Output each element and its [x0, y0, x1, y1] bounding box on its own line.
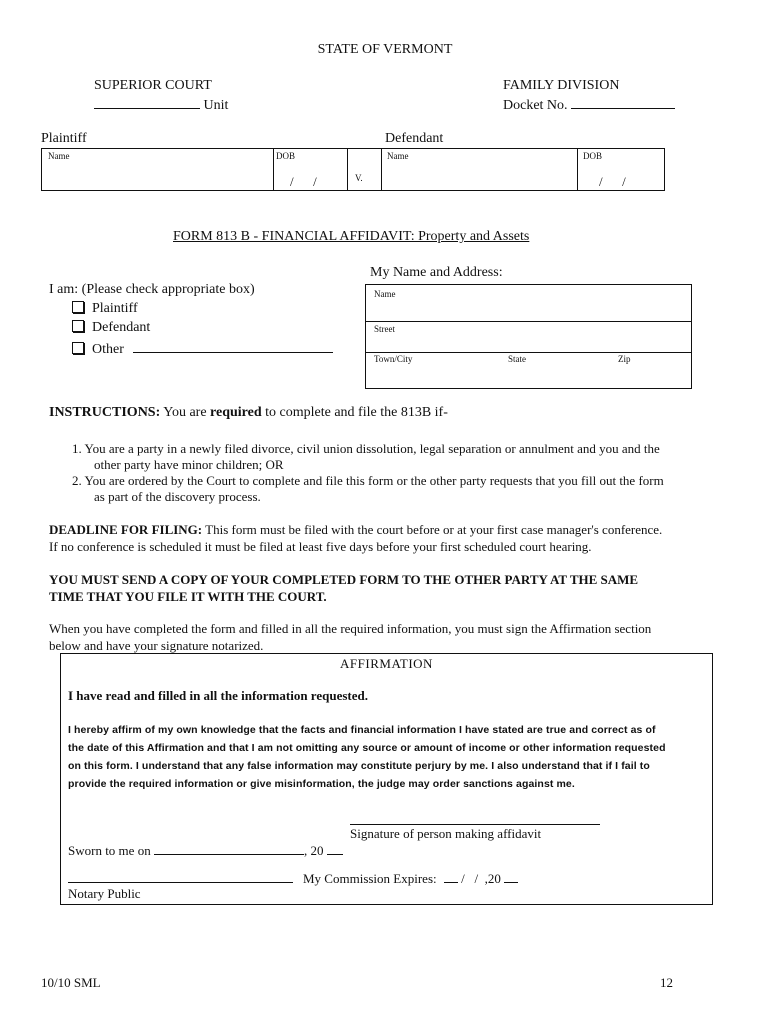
notary-signature-line[interactable]: [68, 882, 293, 883]
state-heading: STATE OF VERMONT: [317, 42, 453, 57]
versus-cell: [347, 149, 382, 190]
plaintiff-name-cell[interactable]: [42, 149, 274, 190]
form-title: FORM 813 B - FINANCIAL AFFIDAVIT: Property and Assets: [173, 229, 530, 244]
deadline-line-1: [49, 522, 662, 538]
address-town-cell[interactable]: [366, 353, 691, 388]
instructions-text-a: You are: [160, 405, 211, 420]
unit-line: [94, 96, 228, 114]
signature-line[interactable]: [350, 824, 600, 825]
instruction-item-2-line2: as part of the discovery process.: [94, 489, 261, 504]
option-other-label: Other: [92, 342, 124, 357]
versus-label: V.: [355, 173, 363, 183]
parties-table: [41, 148, 665, 191]
court-name: SUPERIOR COURT: [94, 78, 212, 93]
commission-month-field[interactable]: [444, 870, 458, 883]
plaintiff-dob-label: DOB: [276, 151, 296, 161]
commission-date-text: / / ,20: [461, 871, 501, 886]
other-field[interactable]: [133, 340, 333, 353]
checkbox-defendant[interactable]: [72, 320, 84, 332]
commission-line: [303, 870, 518, 887]
sworn-line: [68, 842, 343, 859]
docket-line: [503, 96, 675, 114]
address-zip-label: Zip: [618, 354, 631, 364]
affirmation-read-statement: I have read and filled in all the information requested.: [68, 688, 368, 703]
division-name: FAMILY DIVISION: [503, 78, 620, 93]
i-am-prompt: I am: (Please check appropriate box): [49, 282, 255, 297]
docket-field[interactable]: [571, 96, 675, 109]
checkbox-plaintiff[interactable]: [72, 301, 84, 313]
address-box: [365, 284, 692, 389]
defendant-name-label: Name: [387, 151, 409, 161]
address-heading: My Name and Address:: [370, 265, 503, 280]
defendant-label: Defendant: [385, 131, 444, 146]
commission-year-field[interactable]: [504, 870, 518, 883]
copy-notice-line-2: TIME THAT YOU FILE IT WITH THE COURT.: [49, 589, 327, 604]
instructions-text-b: to complete and file the 813B if-: [261, 405, 448, 420]
address-street-label: Street: [374, 324, 395, 334]
defendant-dob-cell[interactable]: [577, 149, 664, 190]
plaintiff-dob-slashes: / /: [290, 174, 317, 189]
instruction-item-1-line2: other party have minor children; OR: [94, 457, 284, 472]
instructions-lead: [49, 405, 448, 421]
option-defendant[interactable]: [72, 320, 150, 336]
deadline-line-2: If no conference is scheduled it must be filed at least five days before your first scheduled court hearing.: [49, 539, 592, 554]
footer-revision: 10/10 SML: [41, 975, 101, 990]
plaintiff-label: Plaintiff: [41, 131, 87, 146]
affirmation-title: AFFIRMATION: [340, 656, 433, 671]
page-number: 12: [660, 975, 673, 990]
unit-field[interactable]: [94, 96, 200, 109]
option-plaintiff[interactable]: [72, 301, 138, 317]
defendant-name-cell[interactable]: [381, 149, 578, 190]
option-defendant-label: Defendant: [92, 320, 151, 335]
sworn-label: Sworn to me on: [68, 843, 151, 858]
instructions-label: INSTRUCTIONS:: [49, 405, 161, 420]
sworn-year-prefix: , 20: [303, 843, 324, 858]
deadline-text-1: This form must be filed with the court before or at your first case manager's conference.: [202, 522, 663, 537]
sworn-year-field[interactable]: [327, 842, 343, 855]
affirmation-body-line-4: provide the required information or give misinformation, the judge may order sanctions against me.: [68, 778, 575, 790]
checkbox-other[interactable]: [72, 342, 84, 354]
option-plaintiff-label: Plaintiff: [92, 301, 138, 316]
instructions-required: required: [210, 405, 262, 420]
option-other[interactable]: [72, 340, 333, 358]
sign-note-line-2: below and have your signature notarized.: [49, 638, 264, 653]
signature-label: Signature of person making affidavit: [350, 826, 542, 841]
defendant-dob-label: DOB: [583, 151, 603, 161]
instruction-item-1-line1: 1. You are a party in a newly filed divorce, civil union dissolution, legal separation or annulment and you and the: [72, 441, 660, 456]
commission-label: My Commission Expires:: [303, 871, 437, 886]
affirmation-body-line-2: the date of this Affirmation and that I am not omitting any source or amount of income or other information requested: [68, 742, 666, 754]
affirmation-body-line-3: on this form. I understand that any false information may constitute perjury by me. I also understand that if I fail to: [68, 760, 650, 772]
defendant-dob-slashes: / /: [599, 174, 626, 189]
address-name-label: Name: [374, 289, 396, 299]
address-name-cell[interactable]: [366, 285, 691, 322]
unit-label: Unit: [203, 98, 229, 113]
affirmation-box: [60, 653, 713, 905]
instruction-item-2-line1: 2. You are ordered by the Court to complete and file this form or the other party requests that you fill out the form: [72, 473, 664, 488]
address-street-cell[interactable]: [366, 322, 691, 353]
copy-notice-line-1: YOU MUST SEND A COPY OF YOUR COMPLETED FORM TO THE OTHER PARTY AT THE SAME: [49, 572, 639, 587]
deadline-label: DEADLINE FOR FILING:: [49, 522, 203, 537]
notary-label: Notary Public: [68, 886, 141, 901]
address-state-label: State: [508, 354, 526, 364]
docket-label: Docket No.: [503, 98, 568, 113]
affirmation-body-line-1: I hereby affirm of my own knowledge that the facts and financial information I have stated are true and correct as of: [68, 724, 656, 736]
address-town-label: Town/City: [374, 354, 413, 364]
plaintiff-name-label: Name: [48, 151, 70, 161]
sign-note-line-1: When you have completed the form and filled in all the required information, you must sign the Affirmation section: [49, 621, 652, 636]
sworn-date-field[interactable]: [154, 842, 304, 855]
plaintiff-dob-cell[interactable]: [273, 149, 348, 190]
